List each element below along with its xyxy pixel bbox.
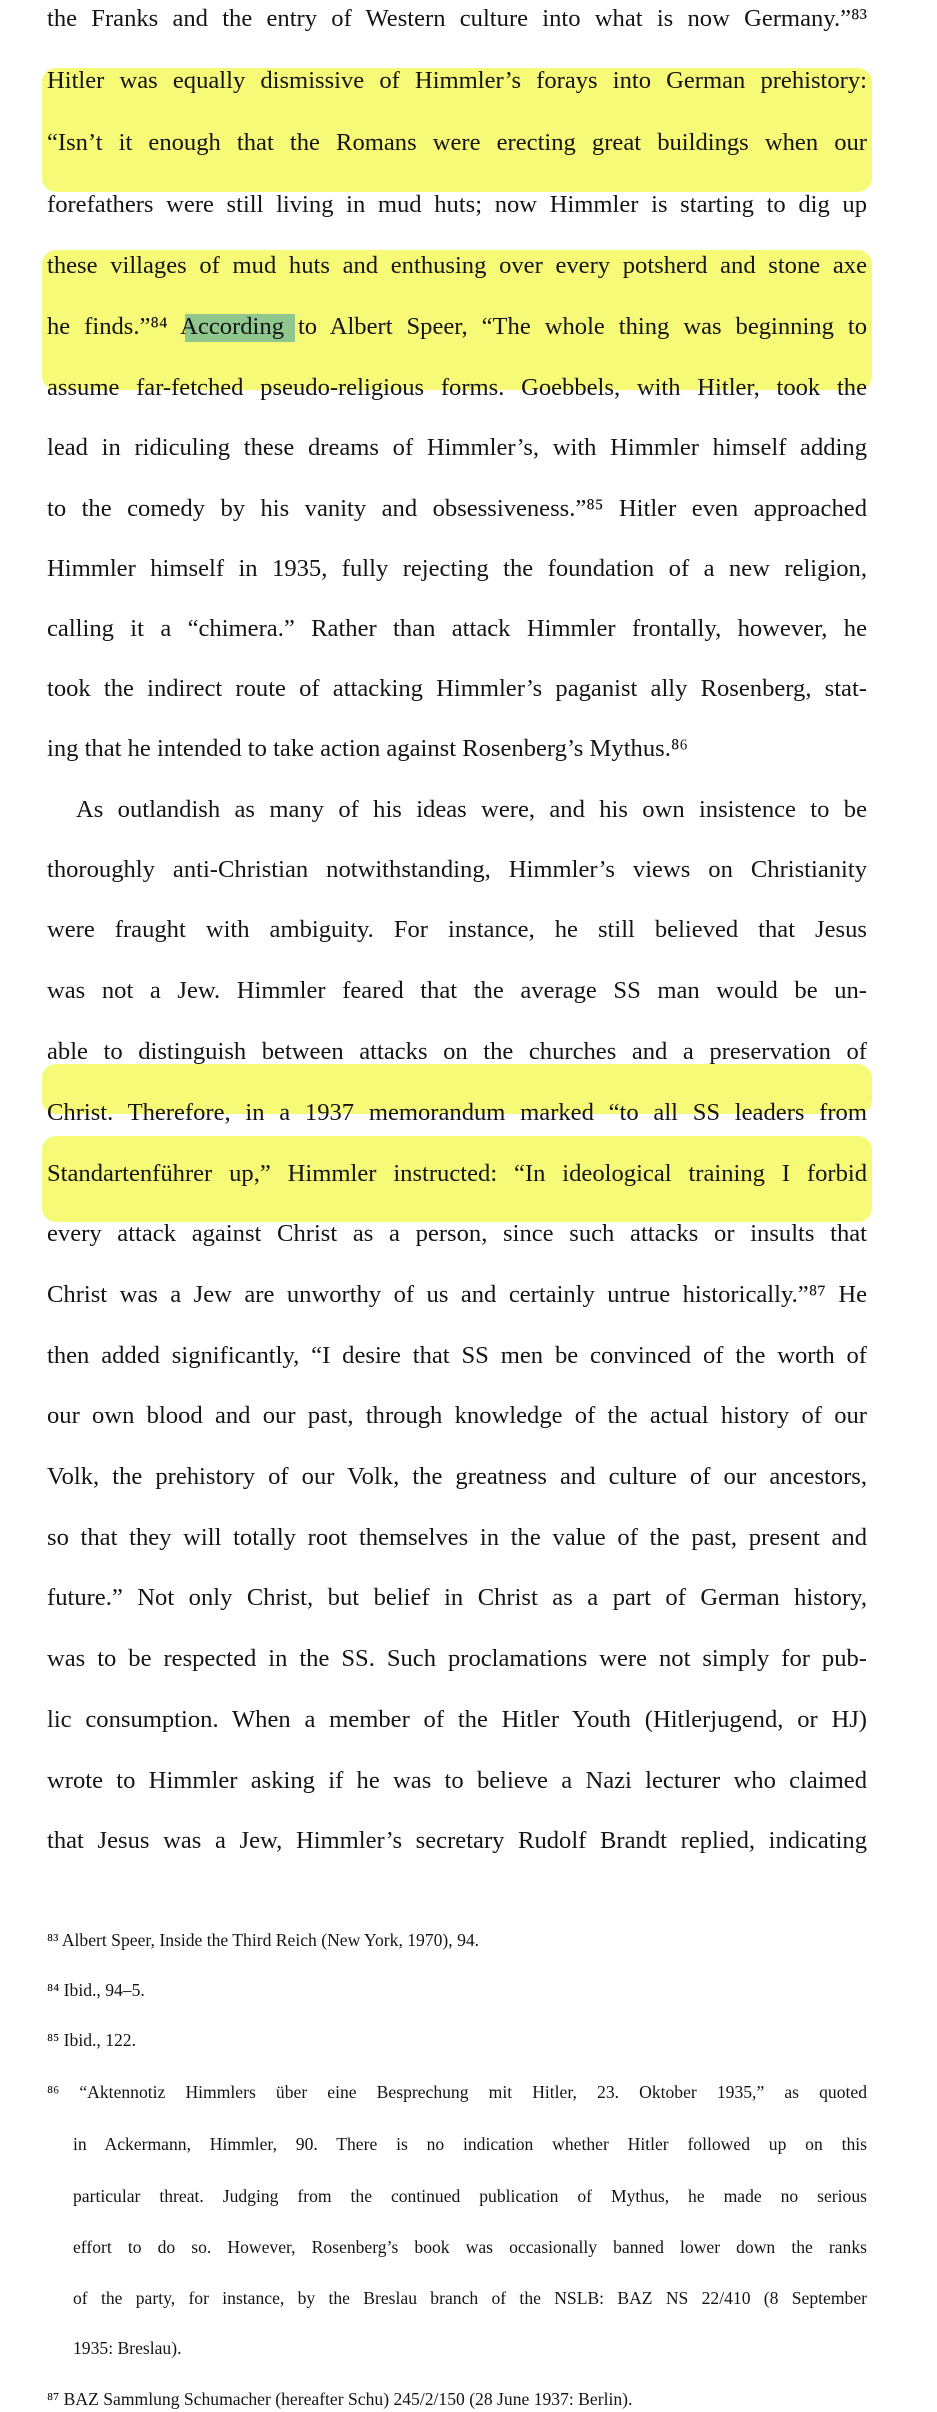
body-line: calling it a “chimera.” Rather than attack Himmler frontally, however, he: [47, 615, 867, 642]
footnote-86-line: particular threat. Judging from the continued publication of Mythus, he made no serious: [73, 2186, 867, 2206]
body-line: then added significantly, “I desire that SS men be convinced of the worth of: [47, 1342, 867, 1369]
footnote-87: ⁸⁷ BAZ Sammlung Schumacher (hereafter Schu) 245/2/150 (28 June 1937: Berlin).: [47, 2389, 633, 2409]
body-line: thoroughly anti-Christian notwithstanding, Himmler’s views on Christianity: [47, 856, 867, 883]
body-line: future.” Not only Christ, but belief in Christ as a part of German history,: [47, 1584, 867, 1611]
body-line: Christ. Therefore, in a 1937 memorandum marked “to all SS leaders from: [47, 1099, 867, 1126]
body-line: Hitler was equally dismissive of Himmler’s forays into German prehistory:: [47, 67, 867, 94]
body-line: were fraught with ambiguity. For instance, he still believed that Jesus: [47, 916, 867, 943]
body-line: to the comedy by his vanity and obsessiveness.”⁸⁵ Hitler even approached: [47, 495, 867, 522]
footnote-86: ⁸⁶ “Aktennotiz Himmlers über eine Besprechung mit Hitler, 23. Oktober 1935,” as quoted: [47, 2082, 867, 2102]
footnote-86-line: of the party, for instance, by the Breslau branch of the NSLB: BAZ NS 22/410 (8 September: [73, 2288, 867, 2308]
body-line: so that they will totally root themselves in the value of the past, present and: [47, 1524, 867, 1551]
body-line: our own blood and our past, through knowledge of the actual history of our: [47, 1402, 867, 1429]
footnote-86-line: 1935: Breslau).: [73, 2338, 182, 2358]
body-line: was to be respected in the SS. Such proclamations were not simply for pub-: [47, 1645, 867, 1672]
body-line: every attack against Christ as a person, since such attacks or insults that: [47, 1220, 867, 1247]
body-line: As outlandish as many of his ideas were, and his own insistence to be: [76, 796, 867, 823]
body-line: Christ was a Jew are unworthy of us and certainly untrue historically.”⁸⁷ He: [47, 1281, 867, 1308]
body-line: the Franks and the entry of Western culture into what is now Germany.”⁸³: [47, 5, 867, 32]
body-line: forefathers were still living in mud huts; now Himmler is starting to dig up: [47, 191, 867, 218]
footnote-83: ⁸³ Albert Speer, Inside the Third Reich (New York, 1970), 94.: [47, 1930, 480, 1950]
body-line: “Isn’t it enough that the Romans were erecting great buildings when our: [47, 129, 867, 156]
body-line: Volk, the prehistory of our Volk, the greatness and culture of our ancestors,: [47, 1463, 867, 1490]
body-line: that Jesus was a Jew, Himmler’s secretary Rudolf Brandt replied, indicating: [47, 1827, 867, 1854]
body-line: assume far-fetched pseudo-religious forms. Goebbels, with Hitler, took the: [47, 374, 867, 401]
body-line: Himmler himself in 1935, fully rejecting the foundation of a new religion,: [47, 555, 867, 582]
body-line: took the indirect route of attacking Himmler’s paganist ally Rosenberg, stat-: [47, 675, 867, 702]
body-line: lic consumption. When a member of the Hitler Youth (Hitlerjugend, or HJ): [47, 1706, 867, 1733]
body-line: he finds.”⁸⁴ According to Albert Speer, “The whole thing was beginning to: [47, 313, 867, 340]
body-line: Standartenführer up,” Himmler instructed: “In ideological training I forbid: [47, 1160, 867, 1187]
footnote-85: ⁸⁵ Ibid., 122.: [47, 2030, 136, 2050]
body-line: lead in ridiculing these dreams of Himmler’s, with Himmler himself adding: [47, 434, 867, 461]
footnote-84: ⁸⁴ Ibid., 94–5.: [47, 1980, 145, 2000]
body-line: ing that he intended to take action against Rosenberg’s Mythus.⁸⁶: [47, 735, 688, 762]
body-line: able to distinguish between attacks on the churches and a preservation of: [47, 1038, 867, 1065]
body-line: these villages of mud huts and enthusing over every potsherd and stone axe: [47, 252, 867, 279]
footnote-86-line: effort to do so. However, Rosenberg’s book was occasionally banned lower down the ranks: [73, 2237, 867, 2257]
body-line: wrote to Himmler asking if he was to believe a Nazi lecturer who claimed: [47, 1767, 867, 1794]
body-line: was not a Jew. Himmler feared that the average SS man would be un-: [47, 977, 867, 1004]
footnote-86-line: in Ackermann, Himmler, 90. There is no indication whether Hitler followed up on this: [73, 2134, 867, 2154]
